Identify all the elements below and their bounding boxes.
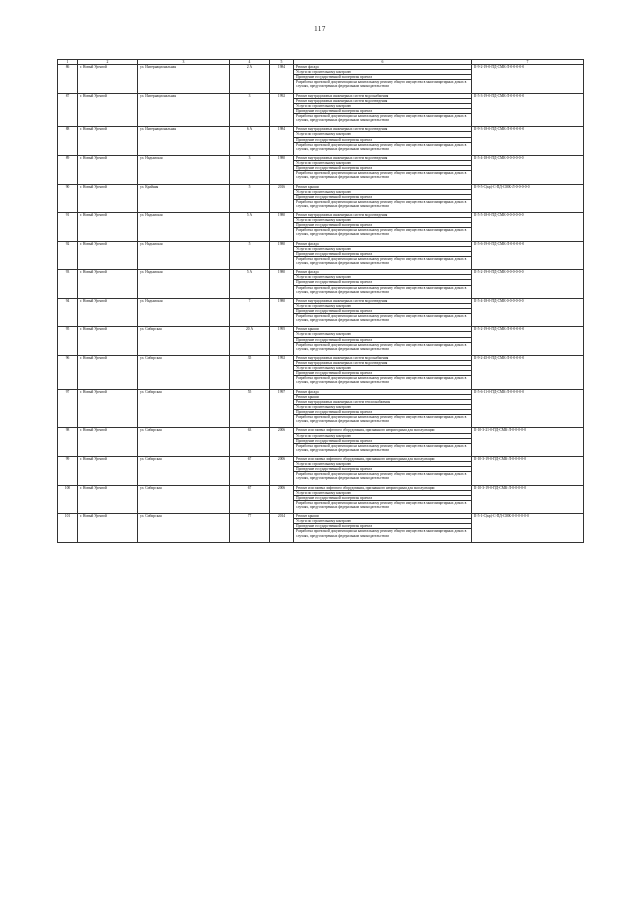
code-cell: II-5-3-19-0-ПД-СМК-Л-0-0-0-0-0	[472, 93, 584, 127]
house-cell: 5	[230, 184, 270, 213]
work-item-cell: Проведение государственной экспертизы проекта	[294, 410, 472, 415]
work-item-cell: Услуги по строительному контролю	[294, 332, 472, 337]
work-item-cell: Услуги по строительному контролю	[294, 103, 472, 108]
work-item-cell: Проведение государственной экспертизы проекта	[294, 438, 472, 443]
row-number-cell: 99	[58, 456, 78, 485]
street-cell: ул. Надымская	[138, 155, 230, 184]
row-number-cell: 97	[58, 389, 78, 428]
city-cell: г. Новый Уренгой	[78, 184, 138, 213]
code-cell: II-9-5-С(кр)-С-ПД-СМК-Л-0-0-0-0-0	[472, 184, 584, 213]
table-row	[58, 213, 584, 218]
code-cell: II-5-4-18-0-ПД-СМК-0-0-0-0-0-0	[472, 155, 584, 184]
house-cell: 6 А	[230, 127, 270, 156]
work-item-cell: Разработка проектной документации на капитальному ремонту общего имущества в многоквартирных домах в случаях, предусмотренных федеральным законодательством	[294, 529, 472, 542]
table-row	[58, 127, 584, 132]
work-item-cell: Разработка проектной документации на капитальному ремонту общего имущества в многоквартирных домах в случаях, предусмотренных федеральным законодательством	[294, 342, 472, 355]
work-item-cell: Разработка проектной документации на капитальному ремонту общего имущества в многоквартирных домах в случаях, предусмотренных федеральным законодательством	[294, 80, 472, 93]
street-cell: ул. Интернациональная	[138, 65, 230, 94]
city-cell: г. Новый Уренгой	[78, 127, 138, 156]
work-item-cell: Проведение государственной экспертизы проекта	[294, 524, 472, 529]
year-cell: 2006	[270, 485, 294, 514]
work-item-cell: Проведение государственной экспертизы проекта	[294, 108, 472, 113]
work-item-cell: Проведение государственной экспертизы проекта	[294, 75, 472, 80]
work-item-cell: Ремонт крыши	[294, 514, 472, 519]
house-cell: 20 А	[230, 327, 270, 356]
work-item-cell: Разработка проектной документации на капитальному ремонту общего имущества в многоквартирных домах в случаях, предусмотренных федеральным законодательством	[294, 114, 472, 127]
work-item-cell: Услуги по строительному контролю	[294, 275, 472, 280]
row-number-cell: 98	[58, 428, 78, 457]
row-number-cell: 93	[58, 270, 78, 299]
work-item-cell: Услуги по строительному контролю	[294, 246, 472, 251]
house-cell: 3	[230, 155, 270, 184]
work-item-cell: Разработка проектной документации на капитальному ремонту общего имущества в многоквартирных домах в случаях, предусмотренных федеральным законодательством	[294, 314, 472, 327]
row-number-cell: 87	[58, 93, 78, 127]
work-item-cell: Разработка проектной документации на капитальному ремонту общего имущества в многоквартирных домах в случаях, предусмотренных федеральным законодательством	[294, 472, 472, 485]
table-row	[58, 355, 584, 360]
year-cell: 1980	[270, 298, 294, 327]
street-cell: ул. Надымская	[138, 213, 230, 242]
work-item-cell: Услуги по строительному контролю	[294, 462, 472, 467]
work-item-cell: Ремонт внутридомовых инженерных систем водоснабжения	[294, 93, 472, 98]
table-row	[58, 456, 584, 461]
code-cell: II-10-3-21-0-ПД-СМК-Л-0-0-0-0-0	[472, 428, 584, 457]
row-number-cell: 92	[58, 241, 78, 270]
city-cell: г. Новый Уренгой	[78, 93, 138, 127]
year-cell: 1980	[270, 270, 294, 299]
work-item-cell: Разработка проектной документации на капитальному ремонту общего имущества в многоквартирных домах в случаях, предусмотренных федеральным законодательством	[294, 443, 472, 456]
house-cell: 67	[230, 485, 270, 514]
work-item-cell: Проведение государственной экспертизы проекта	[294, 371, 472, 376]
house-cell: 5	[230, 241, 270, 270]
street-cell: ул. Надымская	[138, 298, 230, 327]
work-item-cell: Услуги по строительному контролю	[294, 404, 472, 409]
page-number: 117	[314, 25, 326, 33]
work-item-cell: Услуги по строительному контролю	[294, 189, 472, 194]
work-item-cell: Услуги по строительному контролю	[294, 519, 472, 524]
work-item-cell: Ремонт внутридомовых инженерных систем водоотведения	[294, 213, 472, 218]
street-cell: ул. Интернациональная	[138, 93, 230, 127]
work-item-cell: Ремонт фасада	[294, 389, 472, 394]
street-cell: ул. Сибирская	[138, 485, 230, 514]
code-cell: II-5-4-18-0-ПД-СМК-0-0-0-0-0-0	[472, 298, 584, 327]
work-item-cell: Услуги по строительному контролю	[294, 70, 472, 75]
street-cell: ул. Сибирская	[138, 428, 230, 457]
work-item-cell: Ремонт или замена лифтового оборудования, признанного непригодным для эксплуатации	[294, 485, 472, 490]
row-number-cell: 94	[58, 298, 78, 327]
code-cell: II-5-6-19-0-ПД-СМК-Л-0-0-0-0-0	[472, 241, 584, 270]
year-cell: 2006	[270, 456, 294, 485]
table-row	[58, 155, 584, 160]
city-cell: г. Новый Уренгой	[78, 65, 138, 94]
street-cell: ул. Сибирская	[138, 327, 230, 356]
year-cell: 2016	[270, 184, 294, 213]
code-cell: II-5-2-19-0-ПД-СМК-0-0-0-0-0-0	[472, 270, 584, 299]
work-item-cell: Проведение государственной экспертизы проекта	[294, 194, 472, 199]
work-item-cell: Ремонт внутридомовых инженерных систем водоотведения	[294, 298, 472, 303]
work-item-cell: Услуги по строительному контролю	[294, 490, 472, 495]
work-item-cell: Разработка проектной документации на капитальному ремонту общего имущества в многоквартирных домах в случаях, предусмотренных федеральным законодательством	[294, 171, 472, 184]
work-item-cell: Ремонт крыши	[294, 184, 472, 189]
row-number-cell: 88	[58, 127, 78, 156]
work-item-cell: Разработка проектной документации на капитальному ремонту общего имущества в многоквартирных домах в случаях, предусмотренных федеральным законодательством	[294, 285, 472, 298]
column-header: 1	[58, 60, 78, 65]
column-header: 5	[270, 60, 294, 65]
row-number-cell: 95	[58, 327, 78, 356]
house-cell: 35	[230, 355, 270, 389]
row-number-cell: 86	[58, 65, 78, 94]
work-item-cell: Ремонт внутридомовых инженерных систем теплоснабжения	[294, 399, 472, 404]
work-item-cell: Ремонт фасада	[294, 65, 472, 70]
column-header: 4	[230, 60, 270, 65]
row-number-cell: 101	[58, 514, 78, 543]
table-row	[58, 428, 584, 433]
city-cell: г. Новый Уренгой	[78, 327, 138, 356]
house-cell: 63	[230, 428, 270, 457]
street-cell: ул. Сибирская	[138, 514, 230, 543]
house-cell: 67	[230, 456, 270, 485]
work-item-cell: Услуги по строительному контролю	[294, 366, 472, 371]
work-item-cell: Ремонт внутридомовых инженерных систем водоотведения	[294, 98, 472, 103]
work-item-cell: Ремонт внутридомовых инженерных систем водоотведения	[294, 127, 472, 132]
year-cell: 1984	[270, 65, 294, 94]
year-cell: 1995	[270, 327, 294, 356]
work-item-cell: Ремонт крыши	[294, 394, 472, 399]
code-cell: II-5-2-19-0-ПД-СМК-Л-0-0-0-0-0	[472, 327, 584, 356]
street-cell: ул. Надымская	[138, 270, 230, 299]
year-cell: 1992	[270, 355, 294, 389]
code-cell: II-5-1-С(кр)-С-ПД-СМК-0-0-0-0-0-0	[472, 514, 584, 543]
work-item-cell: Ремонт фасада	[294, 270, 472, 275]
row-number-cell: 100	[58, 485, 78, 514]
year-cell: 1980	[270, 213, 294, 242]
work-item-cell: Разработка проектной документации на капитальному ремонту общего имущества в многоквартирных домах в случаях, предусмотренных федеральным законодательством	[294, 142, 472, 155]
work-item-cell: Ремонт или замена лифтового оборудования, признанного непригодным для эксплуатации	[294, 428, 472, 433]
street-cell: ул. Сибирская	[138, 355, 230, 389]
code-cell: II-5-5-18-0-ПД-СМК-0-0-0-0-0-0	[472, 213, 584, 242]
row-number-cell: 89	[58, 155, 78, 184]
work-item-cell: Ремонт или замена лифтового оборудования, признанного непригодным для эксплуатации	[294, 456, 472, 461]
city-cell: г. Новый Уренгой	[78, 514, 138, 543]
column-header: 3	[138, 60, 230, 65]
city-cell: г. Новый Уренгой	[78, 213, 138, 242]
street-cell: ул. Интернациональная	[138, 127, 230, 156]
city-cell: г. Новый Уренгой	[78, 241, 138, 270]
work-item-cell: Услуги по строительному контролю	[294, 433, 472, 438]
city-cell: г. Новый Уренгой	[78, 355, 138, 389]
row-number-cell: 90	[58, 184, 78, 213]
work-item-cell: Проведение государственной экспертизы проекта	[294, 137, 472, 142]
city-cell: г. Новый Уренгой	[78, 389, 138, 428]
work-item-cell: Услуги по строительному контролю	[294, 303, 472, 308]
work-item-cell: Проведение государственной экспертизы проекта	[294, 309, 472, 314]
column-header: 6	[294, 60, 472, 65]
code-cell: II-9-2-19-0-ПД-СМК-Л-0-0-0-0-0	[472, 65, 584, 94]
work-item-cell: Проведение государственной экспертизы проекта	[294, 166, 472, 171]
year-cell: 1997	[270, 389, 294, 428]
table-row	[58, 298, 584, 303]
row-number-cell: 91	[58, 213, 78, 242]
house-cell: 7	[230, 298, 270, 327]
street-cell: ул. Сибирская	[138, 456, 230, 485]
house-cell: 5 А	[230, 213, 270, 242]
city-cell: г. Новый Уренгой	[78, 428, 138, 457]
table-row	[58, 93, 584, 98]
house-cell: 2 А	[230, 65, 270, 94]
house-cell: 55	[230, 389, 270, 428]
work-item-cell: Ремонт внутридомовых инженерных систем водоснабжения	[294, 355, 472, 360]
year-cell: 1992	[270, 93, 294, 127]
work-item-cell: Разработка проектной документации на капитальному ремонту общего имущества в многоквартирных домах в случаях, предусмотренных федеральным законодательством	[294, 415, 472, 428]
work-item-cell: Разработка проектной документации на капитальному ремонту общего имущества в многоквартирных домах в случаях, предусмотренных федеральным законодательством	[294, 500, 472, 513]
work-item-cell: Услуги по строительному контролю	[294, 161, 472, 166]
work-item-cell: Услуги по строительному контролю	[294, 132, 472, 137]
work-item-cell: Ремонт внутридомовых инженерных систем водоотведения	[294, 155, 472, 160]
work-item-cell: Ремонт крыши	[294, 327, 472, 332]
work-item-cell: Ремонт фасада	[294, 241, 472, 246]
city-cell: г. Новый Уренгой	[78, 298, 138, 327]
work-item-cell: Проведение государственной экспертизы проекта	[294, 495, 472, 500]
work-item-cell: Проведение государственной экспертизы проекта	[294, 280, 472, 285]
code-cell: II-9-3-18-0-ПД-СМК-Л-0-0-0-0-0	[472, 127, 584, 156]
house-cell: 5 А	[230, 270, 270, 299]
work-item-cell: Разработка проектной документации на капитальному ремонту общего имущества в многоквартирных домах в случаях, предусмотренных федеральным законодательством	[294, 199, 472, 212]
work-item-cell: Ремонт внутридомовых инженерных систем водоотведения	[294, 361, 472, 366]
street-cell: ул. Надымская	[138, 241, 230, 270]
code-cell: II-5-6-11-0-ПД-СМК-Л-0-0-0-0-0	[472, 389, 584, 428]
city-cell: г. Новый Уренгой	[78, 456, 138, 485]
year-cell: 1984	[270, 127, 294, 156]
year-cell: 2006	[270, 428, 294, 457]
work-item-cell: Услуги по строительному контролю	[294, 218, 472, 223]
street-cell: ул. Сибирская	[138, 389, 230, 428]
work-item-cell: Проведение государственной экспертизы проекта	[294, 337, 472, 342]
code-cell: II-9-2-45-0-ПД-СМК-Л-0-0-0-0-0	[472, 355, 584, 389]
year-cell: 1980	[270, 155, 294, 184]
city-cell: г. Новый Уренгой	[78, 270, 138, 299]
column-header: 7	[472, 60, 584, 65]
work-item-cell: Проведение государственной экспертизы проекта	[294, 223, 472, 228]
work-item-cell: Разработка проектной документации на капитальному ремонту общего имущества в многоквартирных домах в случаях, предусмотренных федеральным законодательством	[294, 228, 472, 241]
house-cell: 77	[230, 514, 270, 543]
row-number-cell: 96	[58, 355, 78, 389]
city-cell: г. Новый Уренгой	[78, 155, 138, 184]
code-cell: II-10-3-19-0-ПД-СМК-Л-0-0-0-0-0	[472, 456, 584, 485]
table-row	[58, 485, 584, 490]
house-cell: 3	[230, 93, 270, 127]
work-item-cell: Проведение государственной экспертизы проекта	[294, 251, 472, 256]
column-header: 2	[78, 60, 138, 65]
city-cell: г. Новый Уренгой	[78, 485, 138, 514]
year-cell: 2014	[270, 514, 294, 543]
street-cell: ул. Крайняя	[138, 184, 230, 213]
work-item-cell: Проведение государственной экспертизы проекта	[294, 467, 472, 472]
year-cell: 1980	[270, 241, 294, 270]
work-item-cell: Разработка проектной документации на капитальному ремонту общего имущества в многоквартирных домах в случаях, предусмотренных федеральным законодательством	[294, 376, 472, 389]
code-cell: II-10-3-19-0-ПД-СМК-Л-0-0-0-0-0	[472, 485, 584, 514]
repair-register-table	[57, 59, 583, 543]
work-item-cell: Разработка проектной документации на капитальному ремонту общего имущества в многоквартирных домах в случаях, предусмотренных федеральным законодательством	[294, 256, 472, 269]
